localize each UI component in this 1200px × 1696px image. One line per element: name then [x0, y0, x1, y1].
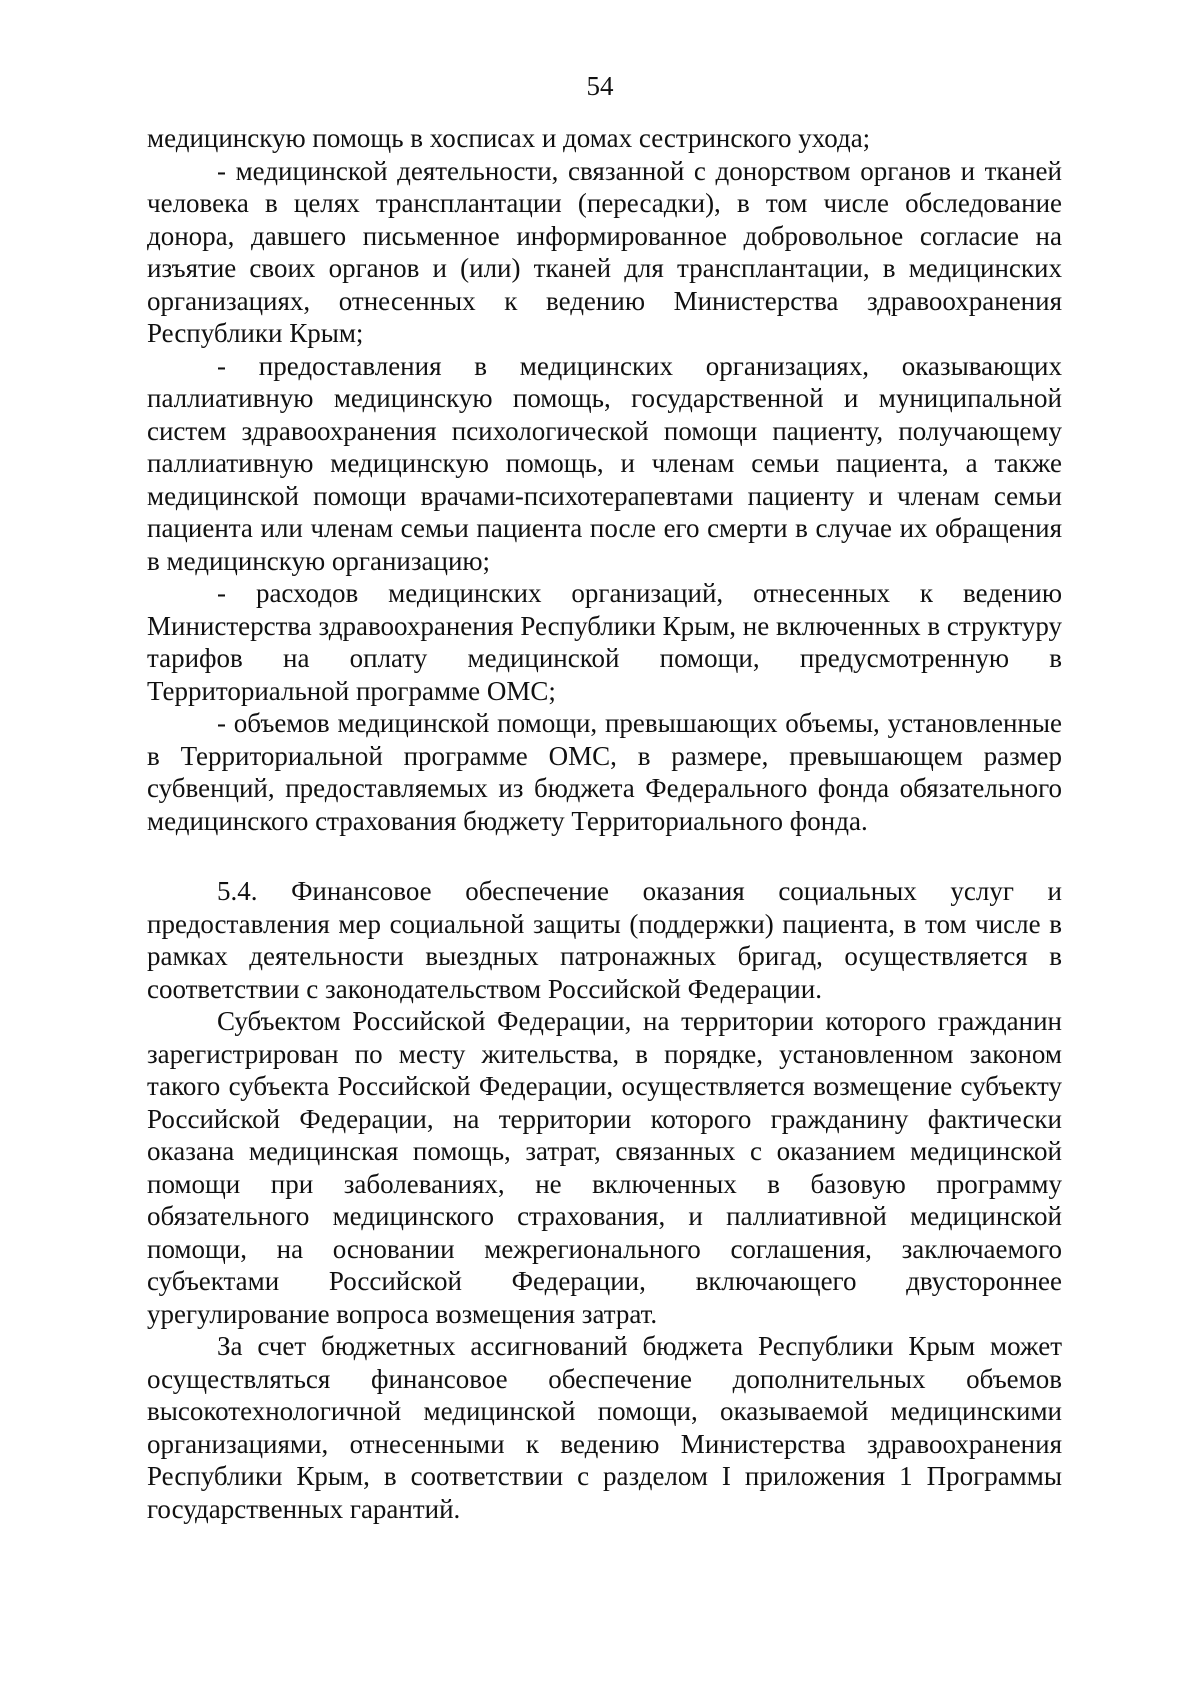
paragraph-section-5-4: 5.4. Финансовое обеспечение оказания социальных услуг и предоставления мер социальной защиты (поддержки) пациента, в том числе в рамках деятельности выездных патронажных бригад, осуществляется в соответствии с законодательством Российской Федерации.: [147, 876, 1062, 1004]
paragraph-excess-volumes: - объемов медицинской помощи, превышающих объемы, установленные в Территориальной программе ОМС, в размере, превышающем размер субвенций, предоставляемых из бюджета Федерального фонда обязательного медицинского страхования бюджету Территориального фонда.: [147, 708, 1062, 836]
page-number: 54: [586, 71, 614, 101]
paragraph-interregional-compensation: Субъектом Российской Федерации, на территории которого гражданин зарегистрирован по месту жительства, в порядке, установленном законом такого субъекта Российской Федерации, осуществляется возмещение субъекту Российской Федерации, на территории которого гражданину фактически оказана медицинская помощь, затрат, связанных с оказанием медицинской помощи при заболеваниях, не включенных в базовую программу обязательного медицинского страхования, и паллиативной медицинской помощи, на основании межрегионального соглашения, заключаемого субъектами Российской Федерации, включающего двустороннее урегулирование вопроса возмещения затрат.: [147, 1006, 1062, 1329]
text-block-section-5-4: [147, 875, 1062, 1525]
paragraph-organ-donation: - медицинской деятельности, связанной с донорством органов и тканей человека в целях трансплантации (пересадки), в том числе обследование донора, давшего письменное информированное добровольное согласие на изъятие своих органов и (или) тканей для трансплантации, в медицинских организациях, отнесенных к ведению Министерства здравоохранения Республики Крым;: [147, 155, 1062, 348]
text-block-continuation: [147, 122, 1062, 837]
paragraph-organization-expenses: - расходов медицинских организаций, отнесенных к ведению Министерства здравоохранения Республики Крым, не включенных в структуру тарифов на оплату медицинской помощи, предусмотренную в Территориальной программе ОМС;: [147, 578, 1062, 706]
paragraph-hospice-care: медицинскую помощь в хосписах и домах сестринского ухода;: [147, 123, 871, 153]
paragraph-psychological-help: - предоставления в медицинских организациях, оказывающих паллиативную медицинскую помощь, государственной и муниципальной систем здравоохранения психологической помощи пациенту, получающему паллиативную медицинскую помощь, и членам семьи пациента, а также медицинской помощи врачами-психотерапевтами пациенту и членам семьи пациента или членам семьи пациента после его смерти в случае их обращения в медицинскую организацию;: [147, 350, 1062, 576]
paragraph-high-tech-care: За счет бюджетных ассигнований бюджета Республики Крым может осуществляться финансовое обеспечение дополнительных объемов высокотехнологичной медицинской помощи, оказываемой медицинскими организациями, отнесенными к ведению Министерства здравоохранения Республики Крым, в соответствии с разделом I приложения 1 Программы государственных гарантий.: [147, 1331, 1062, 1524]
